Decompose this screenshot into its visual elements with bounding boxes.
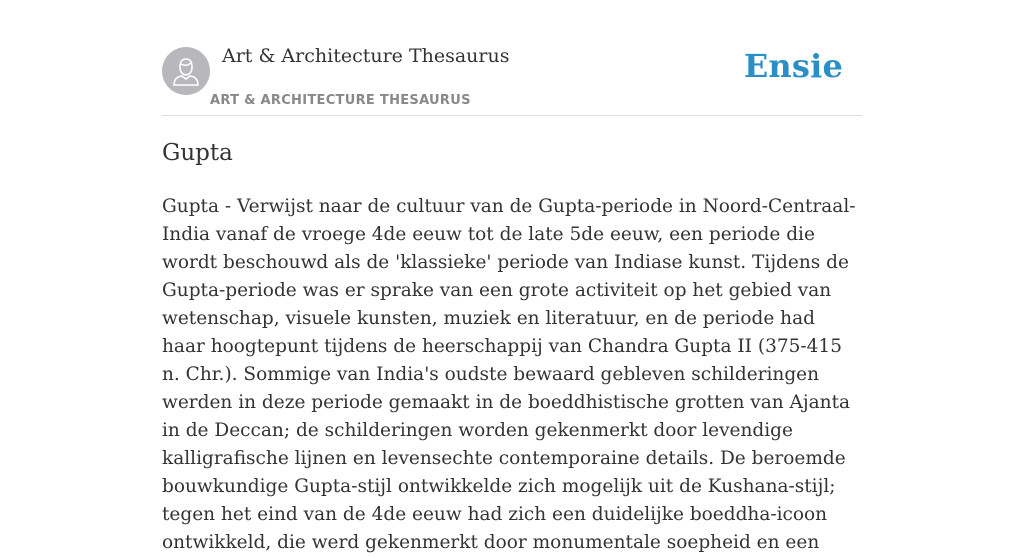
user-icon bbox=[162, 47, 210, 95]
ensie-logo[interactable]: Ensie bbox=[743, 47, 843, 85]
entry-body: Gupta - Verwijst naar de cultuur van de Gupta-periode in Noord-Centraal-India vanaf de vroege 4de eeuw tot de late 5de eeuw, een periode die wordt beschouwd als de 'klassieke' periode van Indiase kunst. Tijdens de Gupta-periode was er sprake van een grote activiteit op het gebied van wetenschap, visuele kunsten, muziek en literatuur, en de periode had haar hoogtepunt tijdens de heerschappij van Chandra Gupta II (375-415 n. Chr.). Sommige van India's oudste bewaard gebleven schilderingen werden in deze periode gemaakt in de boeddhistische grotten van Ajanta in de Deccan; de schilderingen worden gekenmerkt door levendige kalligrafische lijnen en levensechte contemporaine details. De beroemde bouwkundige Gupta-stijl ontwikkelde zich mogelijk uit de Kushana-stijl; tegen het eind van de 4de eeuw had zich een duidelijke boeddha-icoon ontwikkeld, die werd gekenmerkt door monumentale soepheid en een bbox=[162, 196, 856, 553]
page bbox=[162, 0, 862, 553]
site-subtitle[interactable]: ART & ARCHITECTURE THESAURUS bbox=[210, 93, 471, 108]
entry-title: Gupta bbox=[162, 140, 233, 166]
avatar[interactable] bbox=[162, 47, 210, 95]
site-title[interactable]: Art & Architecture Thesaurus bbox=[222, 45, 510, 67]
header bbox=[162, 0, 862, 116]
